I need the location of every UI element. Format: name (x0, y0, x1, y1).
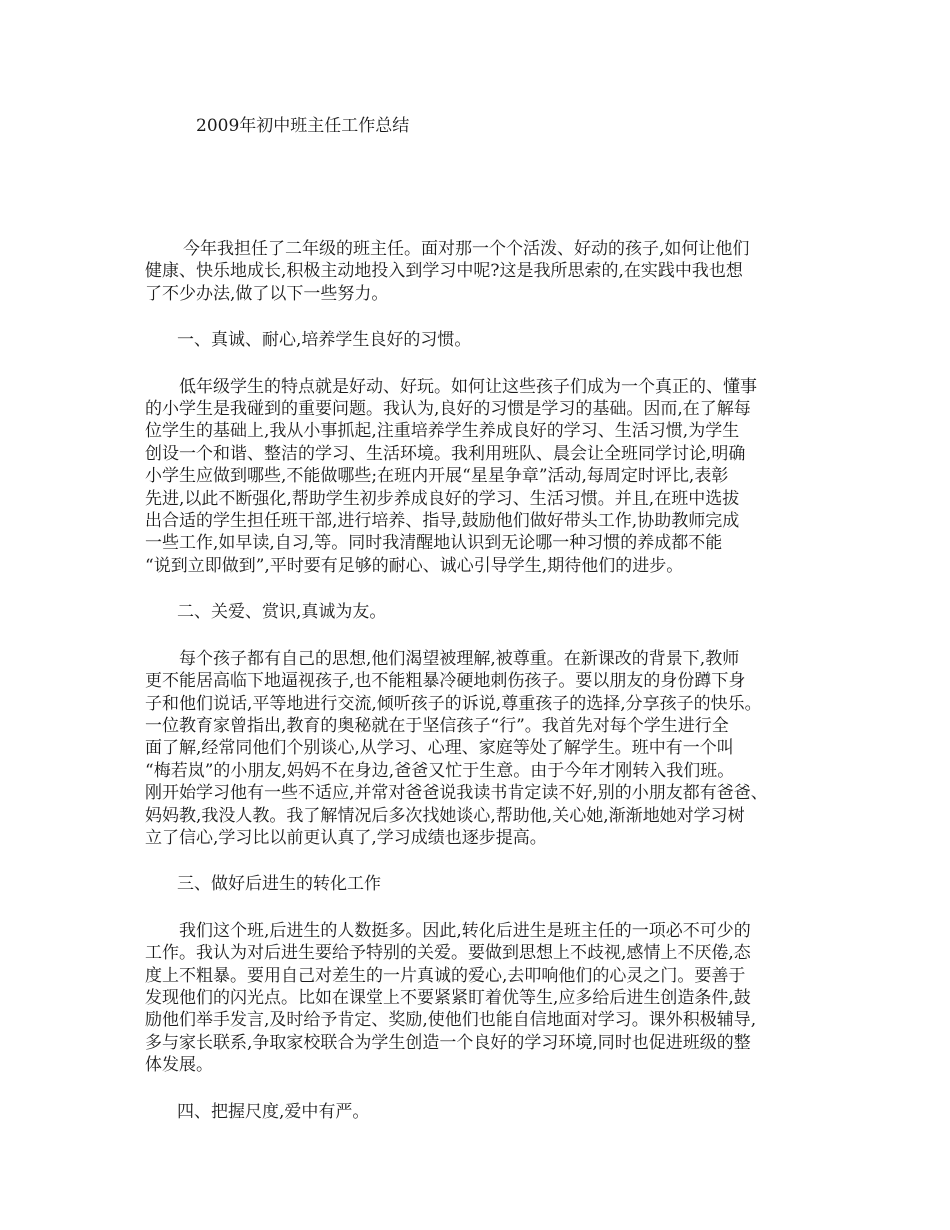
text-line: 一些工作,如早读,自习,等。同时我清醒地认识到无论哪一种习惯的养成都不能 (145, 533, 723, 554)
text-line: 面了解,经常同他们个别谈心,从学习、心理、家庭等处了解学生。班中有一个叫 (145, 738, 734, 759)
text-line: 子和他们说话,平等地进行交流,倾听孩子的诉说,尊重孩子的选择,分享孩子的快乐。 (145, 693, 762, 714)
text-line: 更不能居高临下地逼视孩子,也不能粗暴冷硬地刺伤孩子。要以朋友的身份蹲下身 (145, 671, 746, 692)
text-line: 健康、快乐地成长,积极主动地投入到学习中呢?这是我所思索的,在实践中我也想 (145, 261, 743, 282)
section-heading-4: 四、把握尺度,爱中有严。 (177, 1101, 370, 1122)
section-paragraph-1 (145, 376, 805, 578)
text-line: 的小学生是我碰到的重要问题。我认为,良好的习惯是学习的基础。因而,在了解每 (145, 399, 751, 420)
text-line: 体发展。 (145, 1055, 213, 1076)
text-line: 出合适的学生担任班干部,进行培养、指导,鼓励他们做好带头工作,协助教师完成 (145, 511, 740, 532)
text-line: 一位教育家曾指出,教育的奥秘就在于坚信孩子“行”。我首先对每个学生进行全 (145, 715, 729, 736)
text-line: 励他们举手发言,及时给予肯定、奖励,使他们也能自信地面对学习。课外积极辅导, (145, 1010, 757, 1031)
document-body (145, 238, 805, 1147)
text-line: 度上不粗暴。要用自己对差生的一片真诚的爱心,去叩响他们的心灵之门。要善于 (145, 965, 746, 986)
intro-paragraph (145, 238, 805, 305)
text-line: 工作。我认为对后进生要给予特别的关爱。要做到思想上不歧视,感情上不厌倦,态 (145, 943, 751, 964)
text-line: “说到立即做到”,平时要有足够的耐心、诚心引导学生,期待他们的进步。 (145, 555, 684, 576)
text-line: 妈妈教,我没人教。我了解情况后多次找她谈心,帮助他,关心她,渐渐地她对学习树 (145, 805, 745, 826)
section-heading-2: 二、关爱、赏识,真诚为友。 (177, 602, 387, 623)
text-line: 今年我担任了二年级的班主任。面对那一个个活泼、好动的孩子,如何让他们 (183, 239, 750, 259)
text-line: 了不少办法,做了以下一些努力。 (145, 283, 389, 304)
text-line: 每个孩子都有自己的思想,他们渴望被理解,被尊重。在新课改的背景下,教师 (179, 648, 740, 669)
section-paragraph-3 (145, 920, 805, 1077)
text-line: 我们这个班,后进生的人数挺多。因此,转化后进生是班主任的一项必不可少的 (179, 920, 751, 941)
text-line: “梅若岚”的小朋友,妈妈不在身边,爸爸又忙于生意。由于今年才刚转入我们班。 (145, 760, 735, 781)
text-line: 位学生的基础上,我从小事抓起,注重培养学生养成良好的学习、生活习惯,为学生 (145, 421, 740, 442)
text-line: 创设一个和谐、整洁的学习、生活环境。我利用班队、晨会让全班同学讨论,明确 (145, 443, 746, 464)
section-heading-1: 一、真诚、耐心,培养学生良好的习惯。 (177, 330, 472, 351)
text-line: 多与家长联系,争取家校联合为学生创造一个良好的学习环境,同时也促进班级的整 (145, 1032, 751, 1053)
text-line: 发现他们的闪光点。比如在课堂上不要紧紧盯着优等生,应多给后进生创造条件,鼓 (145, 987, 751, 1008)
text-line: 先进,以此不断强化,帮助学生初步养成良好的学习、生活习惯。并且,在班中选拔 (145, 488, 740, 509)
section-heading-3: 三、做好后进生的转化工作 (177, 874, 381, 895)
section-paragraph-2 (145, 648, 805, 850)
text-line: 低年级学生的特点就是好动、好玩。如何让这些孩子们成为一个真正的、懂事 (179, 376, 757, 397)
text-line: 小学生应做到哪些,不能做哪些;在班内开展“星星争章”活动,每周定时评比,表彰 (145, 466, 729, 487)
text-line: 立了信心,学习比以前更认真了,学习成绩也逐步提高。 (145, 827, 547, 848)
document-title: 2009年初中班主任工作总结 (196, 116, 410, 136)
text-line: 刚开始学习他有一些不适应,并常对爸爸说我读书肯定读不好,别的小朋友都有爸爸、 (145, 783, 768, 804)
